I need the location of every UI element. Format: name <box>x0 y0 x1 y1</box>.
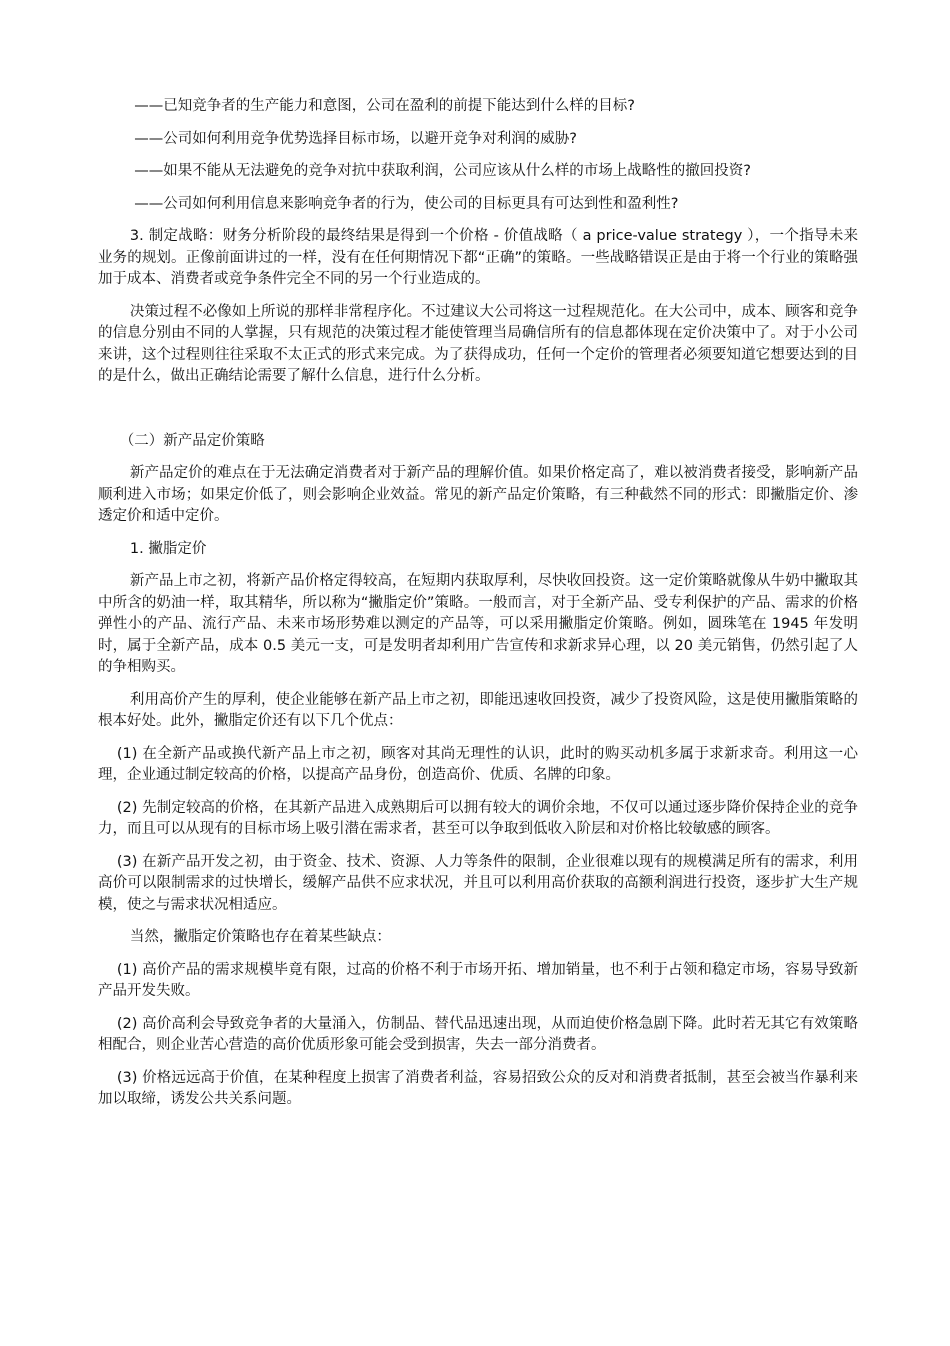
section-heading: （二）新产品定价策略 <box>119 432 265 449</box>
benefit-paragraph: 利用高价产生的厚利，使企业能够在新产品上市之初，即能迅速收回投资，减少了投资风险，这是使用撇脂策略的根本好处。此外，撇脂定价还有以下几个优点： <box>98 691 858 729</box>
drawback-1: (1) 高价产品的需求规模毕竟有限，过高的价格不利于市场开拓、增加销量，也不利于占领和稳定市场，容易导致新产品开发失败。 <box>98 961 858 999</box>
advantage-1: (1) 在全新产品或换代新产品上市之初，顾客对其尚无理性的认识，此时的购买动机多属于求新求奇。利用这一心理，企业通过制定较高的价格，以提高产品身份，创造高价、优质、名牌的印象。 <box>98 745 858 783</box>
advantage-3: (3) 在新产品开发之初，由于资金、技术、资源、人力等条件的限制，企业很难以现有的规模满足所有的需求，利用高价可以限制需求的过快增长，缓解产品供不应求状况，并且可以利用高价获取的高额利润进行投资，逐步扩大生产规模，使之与需求状况相适应。 <box>98 853 858 913</box>
drawback-intro: 当然，撇脂定价策略也存在着某些缺点： <box>129 929 391 945</box>
intro-paragraph: 新产品定价的难点在于无法确定消费者对于新产品的理解价值。如果价格定高了，难以被消费者接受，影响新产品顺利进入市场；如果定价低了，则会影响企业效益。常见的新产品定价策略，有三种截然不同的形式：即撇脂定价、渗透定价和适中定价。 <box>98 465 858 524</box>
advantage-2: (2) 先制定较高的价格，在其新产品进入成熟期后可以拥有较大的调价余地，不仅可以通过逐步降价保持企业的竞争力，而且可以从现有的目标市场上吸引潜在需求者，甚至可以争取到低收入阶层和对价格比较敏感的顾客。 <box>98 799 858 837</box>
subsection-heading: 1. 撇脂定价 <box>129 540 207 557</box>
question-4: ——公司如何利用信息来影响竞争者的行为，使公司的目标更具有可达到性和盈利性? <box>134 195 679 212</box>
strategy-paragraph: 3. 制定战略：财务分析阶段的最终结果是得到一个价格 - 价值战略（ a price-value strategy ），一个指导未来业务的规划。正像前面讲过的一样，没有在任何期情况下都“正确”的策略。一些战略错误正是由于将一个行业的策略强加于成本、消费者或竞争条件完全不同的另一个行业造成的。 <box>98 228 858 287</box>
section-gap <box>98 399 858 431</box>
drawback-3: (3) 价格远远高于价值，在某种程度上损害了消费者利益，容易招致公众的反对和消费者抵制，甚至会被当作暴利来加以取缔，诱发公共关系问题。 <box>98 1069 858 1107</box>
question-2: ——公司如何利用竞争优势选择目标市场，以避开竞争对利润的威胁? <box>134 130 577 147</box>
skimming-paragraph: 新产品上市之初，将新产品价格定得较高，在短期内获取厚利，尽快收回投资。这一定价策略就像从牛奶中撇取其中所含的奶油一样，取其精华，所以称为“撇脂定价”策略。一般而言，对于全新产品、受专利保护的产品、需求的价格弹性小的产品、流行产品、未来市场形势难以测定的产品等，可以采用撇脂定价策略。例如，圆珠笔在 1945 年发明时，属于全新产品，成本 0.5 美元一支，可是发明者却利用广告宣传和求新求异心理，以 20 美元销售，仍然引起了人的争相购买。 <box>98 573 858 675</box>
question-3: ——如果不能从无法避免的竞争对抗中获取利润，公司应该从什么样的市场上战略性的撤回投资? <box>134 163 751 179</box>
drawback-2: (2) 高价高利会导致竞争者的大量涌入，仿制品、替代品迅速出现，从而迫使价格急剧下降。此时若无其它有效策略相配合，则企业苦心营造的高价优质形象可能会受到损害，失去一部分消费者。 <box>98 1015 858 1053</box>
document-page <box>98 96 858 1122</box>
decision-paragraph: 决策过程不必像如上所说的那样非常程序化。不过建议大公司将这一过程规范化。在大公司中，成本、顾客和竞争的信息分别由不同的人掌握，只有规范的决策过程才能使管理当局确信所有的信息都体现在定价决策中了。对于小公司来讲，这个过程则往往采取不太正式的形式来完成。为了获得成功，任何一个定价的管理者必须要知道它想要达到的目的是什么，做出正确结论需要了解什么信息，进行什么分析。 <box>98 303 858 384</box>
question-1: ——已知竞争者的生产能力和意图，公司在盈利的前提下能达到什么样的目标? <box>134 98 635 114</box>
